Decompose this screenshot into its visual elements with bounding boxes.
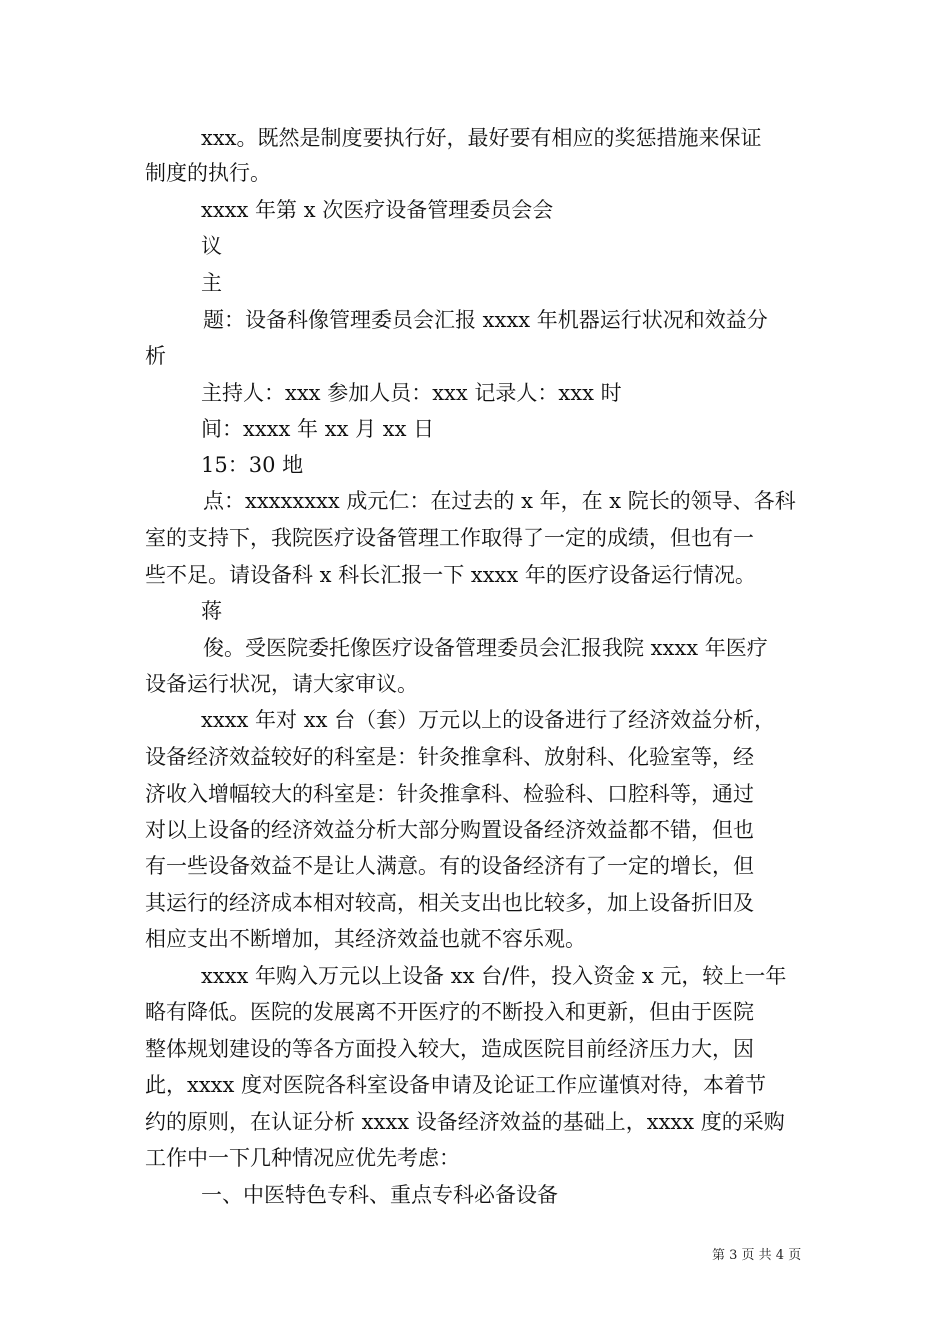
text-line: 议 bbox=[201, 234, 222, 258]
text-line: 间：xxxx 年 xx 月 xx 日 bbox=[201, 417, 435, 441]
text-line: 整体规划建设的等各方面投入较大，造成医院目前经济压力大，因 bbox=[145, 1037, 754, 1061]
text-line: 析 bbox=[145, 344, 166, 368]
text-line: 点：xxxxxxxx 成元仁：在过去的 x 年，在 x 院长的领导、各科 bbox=[203, 489, 796, 513]
text-line: 略有降低。医院的发展离不开医疗的不断投入和更新，但由于医院 bbox=[145, 1000, 754, 1024]
text-line: 蒋 bbox=[201, 599, 222, 623]
text-line: 约的原则，在认证分析 xxxx 设备经济效益的基础上，xxxx 度的采购 bbox=[145, 1110, 785, 1134]
text-line: 此，xxxx 度对医院各科室设备申请及论证工作应谨慎对待，本着节 bbox=[145, 1073, 767, 1097]
text-line: 主持人：xxx 参加人员：xxx 记录人：xxx 时 bbox=[201, 381, 622, 405]
text-line: 一、中医特色专科、重点专科必备设备 bbox=[201, 1183, 558, 1207]
text-line: 相应支出不断增加，其经济效益也就不容乐观。 bbox=[145, 927, 586, 951]
text-line: 工作中一下几种情况应优先考虑： bbox=[145, 1146, 460, 1170]
text-line: 有一些设备效益不是让人满意。有的设备经济有了一定的增长，但 bbox=[145, 854, 754, 878]
page-number: 第 3 页 共 4 页 bbox=[712, 1248, 802, 1263]
text-line: 制度的执行。 bbox=[145, 161, 271, 185]
text-line: 15：30 地 bbox=[201, 453, 304, 477]
text-line: 俊。受医院委托像医疗设备管理委员会汇报我院 xxxx 年医疗 bbox=[203, 636, 768, 660]
text-line: xxxx 年对 xx 台（套）万元以上的设备进行了经济效益分析， bbox=[201, 708, 776, 732]
text-line: 其运行的经济成本相对较高，相关支出也比较多，加上设备折旧及 bbox=[145, 891, 754, 915]
text-line: 设备运行状况，请大家审议。 bbox=[145, 672, 418, 696]
text-line: 些不足。请设备科 x 科长汇报一下 xxxx 年的医疗设备运行情况。 bbox=[145, 563, 756, 587]
text-line: xxx。既然是制度要执行好，最好要有相应的奖惩措施来保证 bbox=[201, 126, 762, 150]
text-line: 室的支持下，我院医疗设备管理工作取得了一定的成绩，但也有一 bbox=[145, 526, 754, 550]
text-line: 设备经济效益较好的科室是：针灸推拿科、放射科、化验室等，经 bbox=[145, 745, 754, 769]
text-line: xxxx 年第 x 次医疗设备管理委员会会 bbox=[201, 198, 554, 222]
text-line: xxxx 年购入万元以上设备 xx 台/件，投入资金 x 元，较上一年 bbox=[201, 964, 787, 988]
text-line: 济收入增幅较大的科室是：针灸推拿科、检验科、口腔科等，通过 bbox=[145, 782, 754, 806]
text-line: 主 bbox=[201, 271, 222, 295]
text-line: 对以上设备的经济效益分析大部分购置设备经济效益都不错，但也 bbox=[145, 818, 754, 842]
text-line: 题：设备科像管理委员会汇报 xxxx 年机器运行状况和效益分 bbox=[203, 308, 768, 332]
